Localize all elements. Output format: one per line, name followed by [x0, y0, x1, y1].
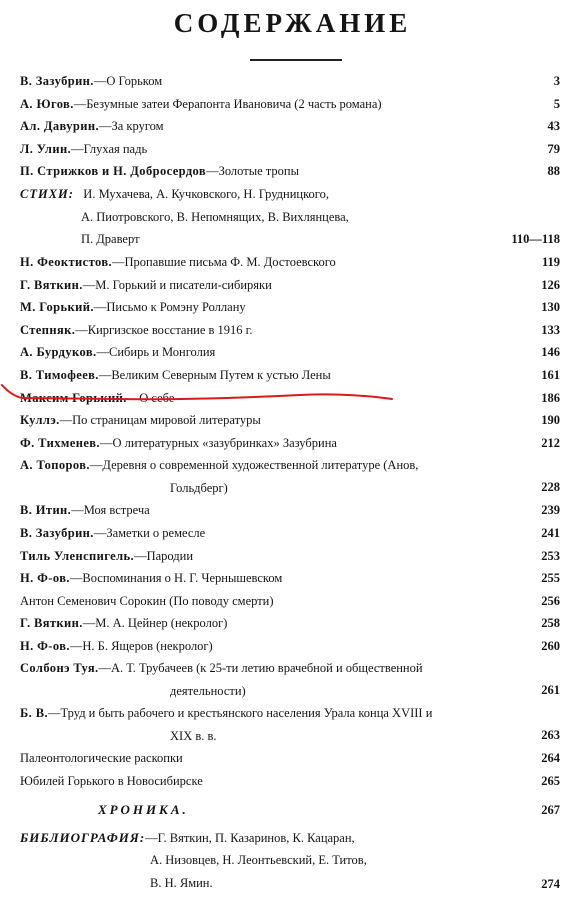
entry-title: —Киргизское восстание в 1916 г.: [75, 322, 253, 337]
page-number: 274: [541, 876, 560, 891]
page-number: 212: [541, 435, 560, 450]
page-number: 253: [541, 548, 560, 563]
toc-entry-poems: СТИХИ: И. Мухачева, А. Кучковского, Н. Грудницкого, А. Пиотровского, В. Непомнящих, В. Вихлянцева, П. Драверт 110—118: [20, 183, 560, 251]
entry-author: Ал. Давурин.: [20, 119, 99, 134]
page-number: 133: [541, 322, 560, 337]
poems-label: СТИХИ:: [20, 186, 74, 201]
entry-author: Г. Вяткин.: [20, 277, 83, 292]
entry-title: —Золотые тропы: [206, 164, 299, 179]
page-number: 88: [547, 164, 560, 179]
page-number: 126: [541, 277, 560, 292]
entry-title: —Деревня о современной художественной литературе (Анов,: [89, 458, 419, 473]
page-number: 43: [547, 119, 560, 134]
page-number: 255: [541, 571, 560, 586]
page-number: 161: [541, 367, 560, 382]
page-number: 239: [541, 503, 560, 518]
entry-title-cont: Гольдберг): [170, 480, 228, 495]
entry-author: А. Югов.: [20, 96, 74, 111]
entry-author: Н. Феоктистов.: [20, 254, 112, 269]
entry-author: Ф. Тихменев.: [20, 435, 100, 450]
entry-title: —По страницам мировой литературы: [59, 413, 261, 428]
entry-author: М. Горький.: [20, 300, 94, 315]
entry-title: Антон Семенович Сорокин (По поводу смерти): [20, 593, 274, 608]
entry-author: Н. Ф-ов.: [20, 571, 70, 586]
entry-author: Куллэ.: [20, 413, 60, 428]
entry-title: —Глухая падь: [71, 141, 148, 156]
entry-title: —Великим Северным Путем к устью Лены: [98, 367, 331, 382]
bibliography-line-2: А. Низовцев, Н. Леонтьевский, Е. Титов,: [150, 853, 367, 868]
poems-line-1: И. Мухачева, А. Кучковского, Н. Грудницкого,: [83, 186, 329, 201]
entry-author: П. Стрижков и Н. Добросердов: [20, 164, 207, 179]
entry-title: —Безумные затеи Ферапонта Ивановича (2 часть романа): [73, 96, 382, 111]
page-number: 256: [541, 593, 560, 608]
entry-author: Г. Вяткин.: [20, 616, 83, 631]
page-number: 267: [541, 802, 560, 817]
entry-author: Максим Горький.: [20, 390, 127, 405]
entry-title: —О литературных «зазубринках» Зазубрина: [99, 435, 337, 450]
page-number: 119: [541, 254, 560, 269]
page-number: 3: [553, 74, 560, 88]
poems-line-2: А. Пиотровского, В. Непомнящих, В. Вихлянцева,: [81, 209, 349, 224]
entry-title: —Заметки о ремесле: [93, 525, 206, 540]
entry-title: —За кругом: [99, 119, 164, 134]
bibliography-line-3: В. Н. Ямин.: [150, 875, 213, 890]
bibliography-label: БИБЛИОГРАФИЯ:: [20, 829, 146, 845]
entry-title: —М. А. Цейнер (некролог): [82, 616, 228, 631]
page-number: 265: [541, 774, 560, 789]
page-number: 228: [541, 480, 560, 495]
entry-title: —О Горьком: [93, 74, 163, 88]
entry-author: В. Зазубрин.: [20, 74, 94, 88]
bibliography-line-1: —Г. Вяткин, П. Казаринов, К. Кацаран,: [145, 830, 355, 845]
entry-title: —Труд и быть рабочего и крестьянского населения Урала конца XVIII и: [47, 706, 433, 721]
entry-author: А. Топоров.: [20, 458, 90, 473]
page-number: 258: [541, 616, 560, 631]
entry-author: Тиль Уленспигель.: [20, 548, 135, 563]
poems-line-3: П. Дравер: [81, 232, 135, 247]
page-number: 146: [541, 345, 560, 360]
entry-author: Степняк.: [20, 322, 76, 337]
entry-title-cont: деятельности): [170, 684, 246, 699]
entry-title-cont: XIX в. в.: [170, 729, 217, 744]
entry-title: —Сибирь и Монголия: [96, 345, 216, 360]
red-underline-stroke: [2, 385, 392, 399]
entry-author: Н. Ф-ов.: [20, 638, 70, 653]
page-number: 110—118: [511, 231, 560, 246]
entry-title: —М. Горький и писатели-сибиряки: [82, 277, 272, 292]
entry-title: —Письмо к Ромэну Роллану: [93, 300, 246, 315]
entry-author: Б. В.: [20, 706, 48, 721]
page-number: 241: [541, 525, 560, 540]
entry-author: Солбонэ Туя.: [20, 661, 99, 676]
page-number: 130: [541, 300, 560, 315]
entry-author: В. Зазубрин.: [20, 525, 94, 540]
entry-author: Л. Улин.: [20, 141, 72, 156]
entry-author: В. Итин.: [20, 503, 72, 518]
page-title: СОДЕРЖАНИЕ: [173, 8, 412, 38]
page-number: 263: [541, 728, 560, 743]
entry-title: —О себе: [126, 390, 175, 405]
entry-title: Палеонтологические раскопки: [20, 751, 183, 766]
page-number: 186: [541, 390, 560, 405]
entry-title: —А. Т. Трубачеев (к 25-ти летию врачебной и общественной: [98, 661, 423, 676]
entry-title: —Воспоминания о Н. Г. Чернышевском: [69, 571, 283, 586]
page-number: 264: [541, 751, 560, 766]
entry-title: —Н. Б. Ящеров (некролог): [69, 638, 213, 653]
page-number: 79: [547, 141, 560, 156]
entry-title: —Моя встреча: [71, 503, 150, 518]
entry-title: —Пародии: [134, 548, 194, 563]
entry-author: В. Тимофеев.: [20, 367, 99, 382]
entry-title: Юбилей Горького в Новосибирске: [20, 774, 203, 789]
page-number: 5: [553, 96, 560, 111]
chronicle-label: ХРОНИКА.: [98, 801, 189, 817]
page-number: 261: [541, 683, 560, 698]
page-number: 190: [541, 413, 560, 428]
page-number: 260: [541, 638, 560, 653]
entry-author: А. Бурдуков.: [20, 345, 97, 360]
entry-title: —Пропавшие письма Ф. М. Достоевского: [112, 254, 336, 269]
